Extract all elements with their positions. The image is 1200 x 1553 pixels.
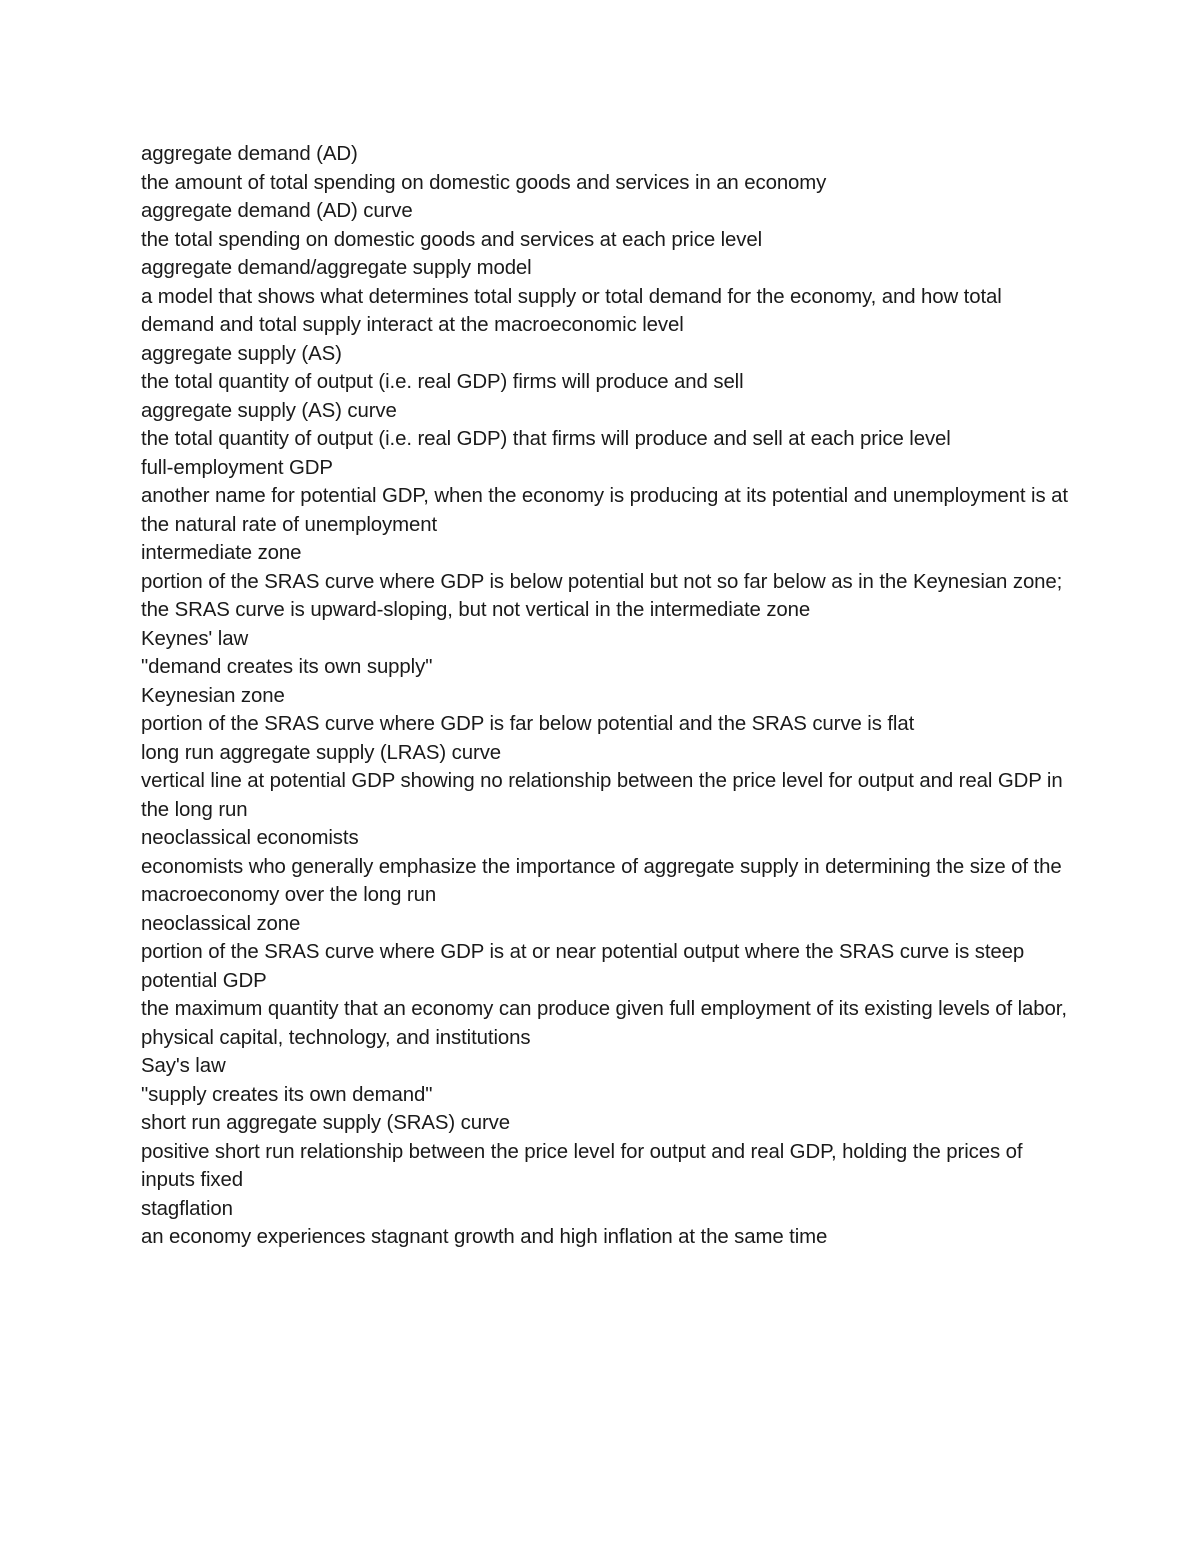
glossary-term: potential GDP: [141, 969, 267, 992]
glossary-definition: the total quantity of output (i.e. real GDP) firms will produce and sell: [141, 371, 744, 393]
glossary-term: aggregate demand (AD) curve: [141, 200, 413, 222]
glossary-term: aggregate demand/aggregate supply model: [141, 257, 532, 279]
glossary-definition: positive short run relationship between the price level for output and real GDP, holding the prices of inputs fixed: [141, 1140, 1023, 1191]
glossary-term: long run aggregate supply (LRAS) curve: [141, 741, 502, 764]
glossary-definition: vertical line at potential GDP showing no relationship between the price level for output and real GDP in the long run: [141, 770, 1063, 821]
glossary-term: short run aggregate supply (SRAS) curve: [141, 1112, 510, 1134]
glossary-definition: portion of the SRAS curve where GDP is below potential but not so far below as in the Keynesian zone; the SRAS curve is upward-sloping, but not vertical in the intermediate zone: [141, 570, 1063, 621]
glossary-definition: another name for potential GDP, when the economy is producing at its potential and unemployment is at the natural rate of unemployment: [141, 485, 1068, 536]
glossary-term: neoclassical economists: [141, 827, 359, 849]
glossary-definition: economists who generally emphasize the importance of aggregate supply in determining the size of the macroeconomy over the long run: [141, 855, 1062, 906]
glossary-definition: a model that shows what determines total supply or total demand for the economy, and how total demand and total supply interact at the macroeconomic level: [141, 285, 1002, 336]
glossary-definition: the total spending on domestic goods and services at each price level: [141, 228, 763, 251]
glossary-definition: the total quantity of output (i.e. real GDP) that firms will produce and sell at each price level: [141, 428, 951, 450]
glossary-definition: the amount of total spending on domestic goods and services in an economy: [141, 171, 827, 194]
glossary-list: [141, 140, 1071, 1252]
glossary-term: aggregate demand (AD): [141, 143, 358, 165]
glossary-definition: portion of the SRAS curve where GDP is far below potential and the SRAS curve is flat: [141, 713, 915, 735]
glossary-definition: "demand creates its own supply": [141, 656, 433, 678]
glossary-definition: an economy experiences stagnant growth and high inflation at the same time: [141, 1226, 828, 1248]
glossary-term: full-employment GDP: [141, 456, 333, 479]
glossary-term: neoclassical zone: [141, 912, 301, 935]
glossary-term: Keynesian zone: [141, 684, 285, 707]
glossary-term: Keynes' law: [141, 627, 249, 650]
glossary-definition: "supply creates its own demand": [141, 1083, 433, 1106]
glossary-term: Say's law: [141, 1055, 226, 1077]
glossary-term: stagflation: [141, 1197, 233, 1220]
glossary-term: intermediate zone: [141, 542, 302, 564]
glossary-definition: the maximum quantity that an economy can produce given full employment of its existing levels of labor, physical capital, technology, and institutions: [141, 998, 1067, 1049]
glossary-term: aggregate supply (AS): [141, 342, 342, 365]
glossary-term: aggregate supply (AS) curve: [141, 399, 397, 422]
glossary-definition: portion of the SRAS curve where GDP is at or near potential output where the SRAS curve is steep: [141, 941, 1025, 963]
